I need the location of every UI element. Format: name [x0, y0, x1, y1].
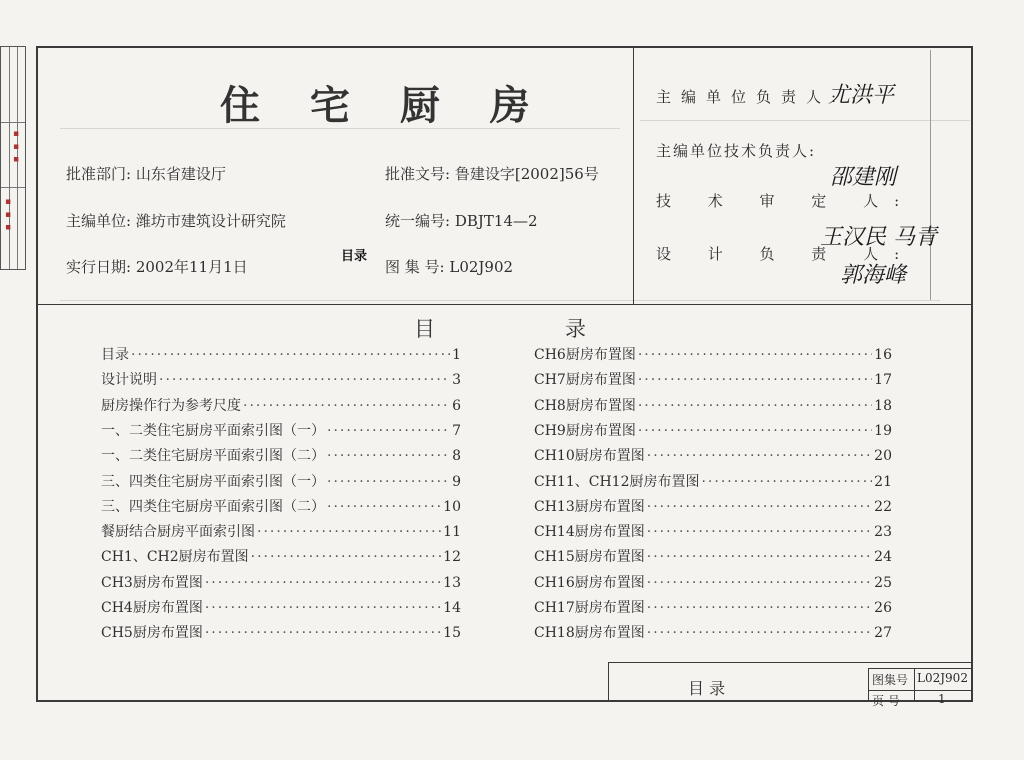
toc-entry [101, 420, 461, 444]
toc-entry-label: 一、二类住宅厨房平面索引图（二） [101, 448, 325, 465]
toc-entry-label: CH15厨房布置图 [534, 549, 645, 566]
chief-tech-head-label: 主编单位技术负责人: [656, 142, 817, 160]
toc-entry-label: CH14厨房布置图 [534, 524, 645, 541]
toc-entry [101, 471, 461, 495]
toc-entry-leader [159, 372, 450, 388]
toc-entry-leader [327, 448, 450, 464]
toc-entry-page: 8 [452, 448, 461, 465]
toc-entry [534, 420, 892, 444]
toc-entry-page: 25 [874, 574, 892, 591]
toc-heading-right: 录 [565, 317, 586, 341]
toc-entry [101, 445, 461, 469]
toc-entry-label: 餐厨结合厨房平面索引图 [101, 524, 255, 541]
toc-entry [101, 572, 461, 596]
toc-entry [101, 344, 461, 368]
toc-entry-label: CH4厨房布置图 [101, 600, 203, 616]
toc-entry [101, 597, 461, 621]
toc-entry-page: 10 [443, 498, 461, 515]
toc-entry-leader [327, 474, 450, 490]
toc-entry-label: CH5厨房布置图 [101, 625, 203, 642]
toc-entry-leader [701, 474, 872, 490]
toc-entry-page: 15 [443, 625, 461, 642]
title-block-atlas-number: L02J902 [917, 671, 968, 685]
toc-entry-label: 设计说明 [101, 372, 157, 389]
toc-entry-label: CH10厨房布置图 [534, 448, 645, 465]
title-block-top [608, 662, 973, 663]
title-block-divider [868, 668, 869, 702]
approval-doc-label: 批准文号: [385, 165, 451, 183]
toc-heading-left: 目 [414, 317, 435, 341]
toc-entry [534, 395, 892, 419]
toc-entry [534, 597, 892, 621]
toc-entry-leader [638, 398, 872, 414]
toc-entry-label: 三、四类住宅厨房平面索引图（二） [101, 498, 325, 515]
approval-dept [66, 163, 226, 184]
toc-entry-page: 3 [452, 372, 461, 389]
editor-unit-label: 主编单位: [66, 212, 132, 230]
margin-approval-strip [0, 46, 26, 270]
toc-entry-page: 18 [874, 397, 892, 414]
toc-entry [534, 521, 892, 545]
atlas-number-value: L02J902 [449, 258, 514, 276]
toc-entry-leader [647, 448, 872, 464]
toc-entry-page: 23 [874, 524, 892, 541]
toc-entry [101, 521, 461, 545]
title-block-inner-top [868, 668, 973, 669]
toc-entry-label: 一、二类住宅厨房平面索引图（一） [101, 422, 325, 439]
tech-review-label: 技 术 审 定 人: [656, 192, 916, 210]
toc-entry [101, 496, 461, 520]
toc-entry-leader [251, 549, 442, 565]
chief-tech-head-signature: 邵建刚 [830, 165, 897, 190]
toc-entry-leader [243, 398, 450, 414]
title-block-inner-mid [868, 690, 973, 691]
toc-entry-page: 13 [443, 574, 461, 591]
toc-entry [101, 395, 461, 419]
toc-entry [534, 546, 892, 570]
toc-entry-page: 1 [452, 347, 461, 363]
toc-entry [534, 572, 892, 596]
toc-entry-leader [647, 575, 872, 591]
toc-entry-page: 16 [874, 347, 892, 363]
toc-entry-label: CH1、CH2厨房布置图 [101, 549, 249, 566]
design-head-signature: 郭海峰 [840, 263, 907, 288]
title-block-left [608, 662, 609, 702]
toc-entry-page: 21 [874, 473, 892, 490]
toc-entry-label: CH18厨房布置图 [534, 625, 645, 642]
title-block-atlas-label: 图集号 [872, 673, 909, 687]
strip-mark: ▪ ▪ ▪ [3, 197, 13, 233]
toc-entry-leader [205, 625, 441, 641]
toc-entry [534, 344, 892, 368]
toc-entry-page: 7 [452, 422, 461, 439]
toc-entry-page: 20 [874, 448, 892, 465]
toc-entry-leader [647, 625, 872, 641]
strip-divider [1, 122, 25, 123]
toc-entry-leader [638, 372, 872, 388]
toc-entry-leader [638, 423, 872, 439]
toc-entry [101, 546, 461, 570]
toc-entry [101, 369, 461, 393]
toc-entry-page: 24 [874, 549, 892, 566]
toc-entry-page: 11 [443, 524, 461, 541]
overlay-label: 目录 [341, 249, 368, 264]
toc-entry-label: CH13厨房布置图 [534, 498, 645, 515]
toc-entry-page: 12 [443, 549, 461, 566]
strip-mark: ▪ ▪ ▪ [11, 129, 21, 165]
toc-entry [534, 471, 892, 495]
toc-entry-page: 26 [874, 600, 892, 616]
toc-entry-leader [327, 499, 441, 515]
unified-number [385, 210, 538, 231]
header-divider [36, 304, 973, 305]
effective-date [66, 256, 248, 277]
toc-entry-leader [647, 499, 872, 515]
approval-dept-value: 山东省建设厅 [135, 165, 226, 183]
toc-entry-leader [647, 524, 872, 540]
toc-entry-leader [205, 600, 441, 616]
toc-entry-leader [638, 347, 872, 363]
header-vertical-divider [633, 46, 634, 304]
toc-entry-label: CH3厨房布置图 [101, 574, 203, 591]
title-block-divider [914, 668, 915, 702]
design-head-label: 设 计 负 责 人: [656, 245, 916, 263]
unified-number-label: 统一编号: [385, 212, 451, 230]
approval-dept-label: 批准部门: [66, 165, 132, 183]
approval-doc [385, 163, 599, 184]
strip-divider [9, 47, 10, 269]
toc-entry-page: 6 [452, 397, 461, 414]
toc-entry-label: 目录 [101, 347, 129, 363]
toc-entry-label: CH11、CH12厨房布置图 [534, 473, 700, 490]
toc-entry-label: 厨房操作行为参考尺度 [101, 397, 241, 414]
toc-entry-leader [647, 549, 872, 565]
title-block-page-number: 1 [938, 692, 946, 706]
toc-entry-page: 27 [874, 625, 892, 642]
toc-entry-leader [327, 423, 450, 439]
toc-entry-leader [647, 600, 872, 616]
atlas-number [385, 256, 513, 277]
toc-entry [101, 622, 461, 646]
editor-unit [66, 210, 286, 231]
atlas-number-label: 图 集 号: [385, 258, 445, 276]
tech-review-signature: 王汉民 马青 [820, 225, 937, 250]
unified-number-value: DBJT14—2 [454, 212, 538, 230]
toc-entry-page: 9 [452, 473, 461, 490]
toc-entry-label: 三、四类住宅厨房平面索引图（一） [101, 473, 325, 490]
right-inner-line [930, 50, 931, 300]
toc-entry-page: 19 [874, 422, 892, 439]
toc-entry-leader [131, 347, 450, 363]
strip-divider [1, 187, 25, 188]
toc-entry-label: CH7厨房布置图 [534, 372, 636, 389]
chief-unit-head-label: 主编单位负责人: [656, 88, 847, 106]
toc-entry-page: 17 [874, 372, 892, 389]
toc-entry-label: CH17厨房布置图 [534, 600, 645, 616]
approval-doc-value: 鲁建设字[2002]56号 [454, 165, 599, 183]
page-title: 住 宅 厨 房 [220, 82, 548, 129]
toc-entry [534, 445, 892, 469]
toc-entry [534, 496, 892, 520]
toc-entry-label: CH9厨房布置图 [534, 422, 636, 439]
effective-date-label: 实行日期: [66, 258, 132, 276]
chief-unit-head-signature: 尤洪平 [828, 83, 895, 108]
title-block-name: 目 录 [688, 679, 726, 698]
toc-entry [534, 369, 892, 393]
toc-entry-leader [205, 575, 441, 591]
toc-entry-page: 14 [443, 600, 461, 616]
toc-entry [534, 622, 892, 646]
title-block-page-label: 页 号 [872, 694, 900, 708]
toc-entry-label: CH8厨房布置图 [534, 397, 636, 414]
editor-unit-value: 潍坊市建筑设计研究院 [135, 212, 286, 230]
effective-date-value: 2002年11月1日 [135, 258, 248, 276]
toc-entry-leader [257, 524, 441, 540]
toc-entry-label: CH6厨房布置图 [534, 347, 636, 363]
toc-entry-page: 22 [874, 498, 892, 515]
toc-entry-label: CH16厨房布置图 [534, 574, 645, 591]
